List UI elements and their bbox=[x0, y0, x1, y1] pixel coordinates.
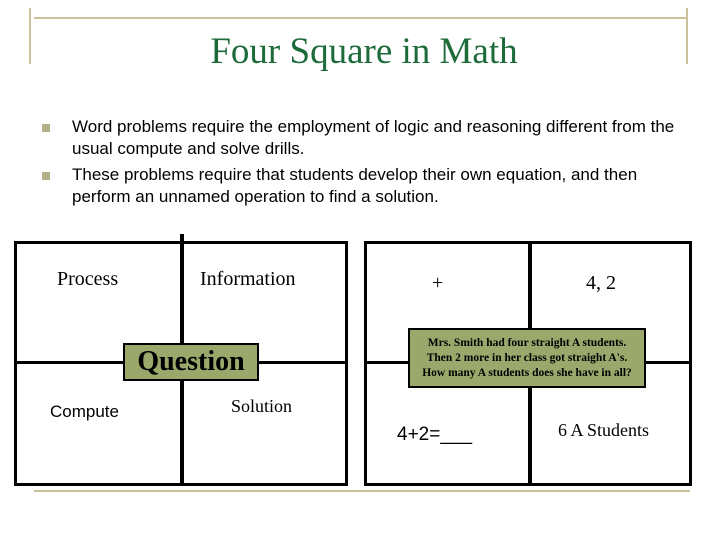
compute-label: Compute bbox=[50, 402, 119, 421]
bullet-text: Word problems require the employment of logic and reasoning different from the usual compute and solve drills. bbox=[72, 117, 675, 158]
solution-label: Solution bbox=[231, 396, 293, 416]
word-problem-line: Then 2 more in her class got straight A's. bbox=[426, 351, 628, 364]
bullet-item bbox=[40, 116, 680, 160]
word-problem-box bbox=[408, 328, 646, 388]
equation-label: 4+2=___ bbox=[397, 424, 473, 445]
answer-label: 6 A Students bbox=[558, 420, 650, 440]
frame-top-line bbox=[34, 17, 688, 19]
frame-bottom-line bbox=[34, 490, 690, 492]
square-bullet-icon bbox=[42, 124, 50, 132]
information-label: Information bbox=[200, 268, 296, 290]
process-label: Process bbox=[57, 268, 119, 290]
bullet-item bbox=[40, 164, 680, 208]
operation-label: + bbox=[432, 272, 444, 294]
slide-title: Four Square in Math bbox=[210, 31, 518, 72]
word-problem-line: Mrs. Smith had four straight A students. bbox=[427, 336, 627, 349]
square-bullet-icon bbox=[42, 172, 50, 180]
numbers-label: 4, 2 bbox=[586, 272, 616, 294]
bullet-text: These problems require that students develop their own equation, and then perform an unnamed operation to find a solution. bbox=[72, 165, 638, 206]
question-box: Question bbox=[123, 343, 259, 381]
bullet-list bbox=[40, 116, 680, 212]
word-problem-line: How many A students does she have in all? bbox=[422, 366, 632, 379]
